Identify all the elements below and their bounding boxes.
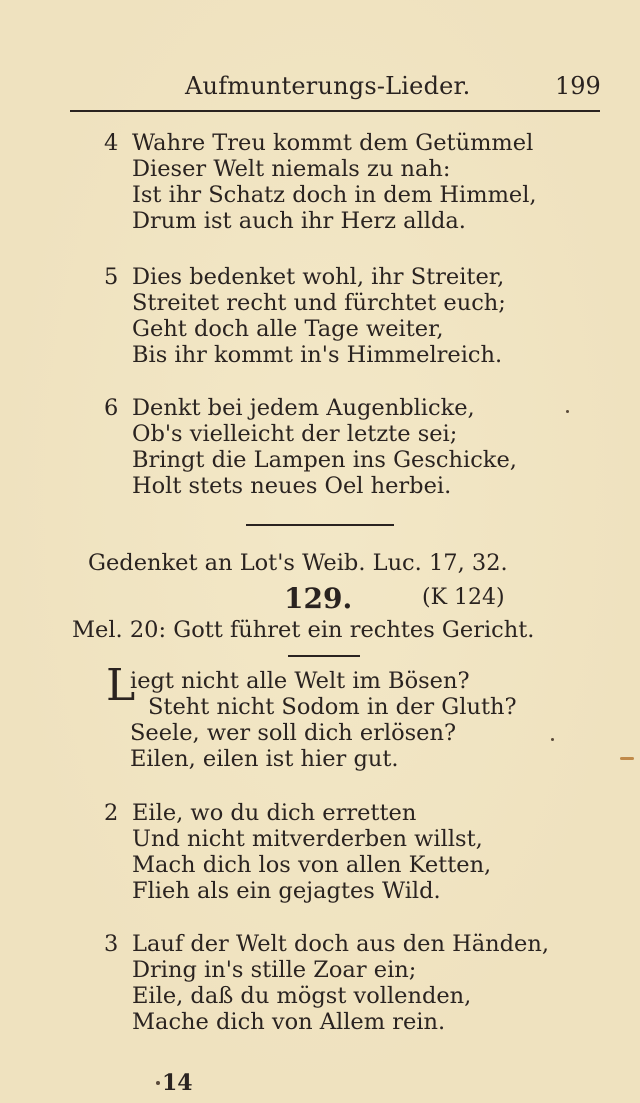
stanza-line: iegt nicht alle Welt im Bösen? xyxy=(130,668,470,694)
ink-speck xyxy=(551,738,554,741)
stanza-3 xyxy=(104,931,549,1035)
running-title: Aufmunterungs-Lieder. xyxy=(185,72,471,100)
stanza-line: Streitet recht und fürchtet euch; xyxy=(132,290,506,316)
stanza-number: 6 xyxy=(104,395,119,421)
stanza-2 xyxy=(104,800,491,904)
stanza-line: Steht nicht Sodom in der Gluth? xyxy=(148,694,517,720)
signature-mark: 14 xyxy=(162,1070,193,1096)
ink-speck xyxy=(566,410,569,413)
stanza-line: 5 Dies bedenket wohl, ihr Streiter, xyxy=(104,264,505,290)
stanza-line: Mache dich von Allem rein. xyxy=(132,1009,446,1035)
stanza-line: Flieh als ein gejagtes Wild. xyxy=(132,878,441,904)
stanza-line: Und nicht mitverderben willst, xyxy=(132,826,483,852)
ink-speck xyxy=(156,1081,160,1085)
stanza-line: 6 Denkt bei jedem Augenblicke, xyxy=(104,395,475,421)
stanza-line: Ob's vielleicht der letzte sei; xyxy=(132,421,458,447)
stanza-1 xyxy=(130,668,517,772)
section-divider xyxy=(246,524,394,526)
stanza-line: Dieser Welt niemals zu nah: xyxy=(132,156,451,182)
hymn-number: 129. xyxy=(284,582,353,615)
stanza-line: Dring in's stille Zoar ein; xyxy=(132,957,417,983)
stanza-line: Geht doch alle Tage weiter, xyxy=(132,316,444,342)
page-number: 199 xyxy=(555,72,601,100)
stanza-line: 3 Lauf der Welt doch aus den Händen, xyxy=(104,931,549,957)
hymn-cross-reference: (K 124) xyxy=(422,585,505,610)
stanza-number: 3 xyxy=(104,931,119,957)
stanza-line: Eile, daß du mögst vollenden, xyxy=(132,983,472,1009)
header-rule xyxy=(70,110,600,112)
stanza-line: Drum ist auch ihr Herz allda. xyxy=(132,208,466,234)
stanza-line: Bis ihr kommt in's Himmelreich. xyxy=(132,342,503,368)
stanza-number: 5 xyxy=(104,264,119,290)
stanza-number: 2 xyxy=(104,800,119,826)
drop-cap: L xyxy=(106,660,136,711)
stanza-line: Seele, wer soll dich erlösen? xyxy=(130,720,457,746)
stanza-number: 4 xyxy=(104,130,119,156)
paper-mark xyxy=(620,757,634,760)
stanza-line: 2 Eile, wo du dich erretten xyxy=(104,800,417,826)
stanza-line: Holt stets neues Oel herbei. xyxy=(132,473,452,499)
stanza-line: Bringt die Lampen ins Geschicke, xyxy=(132,447,517,473)
stanza-line: Mach dich los von allen Ketten, xyxy=(132,852,492,878)
melody-line: Mel. 20: Gott führet ein rechtes Gericht. xyxy=(72,617,535,643)
stanza-5 xyxy=(104,264,506,368)
stanza-line: Ist ihr Schatz doch in dem Himmel, xyxy=(132,182,537,208)
stanza-6 xyxy=(104,395,517,499)
scripture-reference: Gedenket an Lot's Weib. Luc. 17, 32. xyxy=(88,550,508,576)
stanza-line: 4 Wahre Treu kommt dem Getümmel xyxy=(104,130,534,156)
stanza-4 xyxy=(104,130,537,234)
stanza-line: Eilen, eilen ist hier gut. xyxy=(130,746,399,772)
hymn-rule xyxy=(288,655,360,657)
